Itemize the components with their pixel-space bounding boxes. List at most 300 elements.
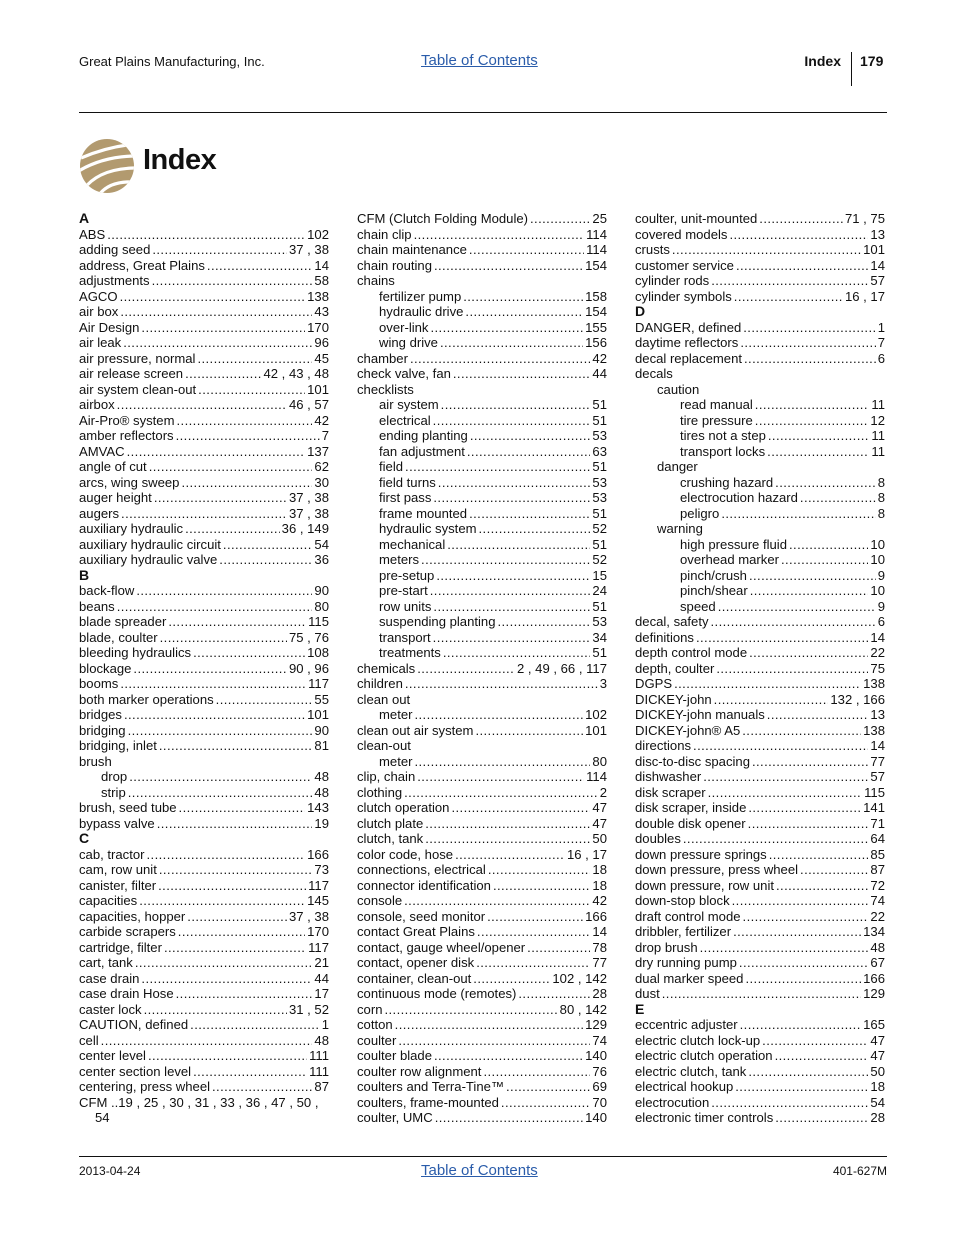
entry-term: chain routing	[357, 257, 432, 273]
index-entry	[357, 831, 607, 847]
entry-term: canister, filter	[79, 877, 157, 893]
entry-page-ref: 101	[585, 722, 607, 738]
entry-term: caution	[657, 381, 700, 397]
document-number: 401-627M	[832, 1164, 887, 1178]
dot-leader	[711, 1095, 868, 1111]
index-entry	[357, 847, 607, 863]
entry-page-ref: 13	[870, 707, 885, 722]
dot-leader	[216, 692, 313, 708]
page-title: Index	[143, 144, 217, 176]
entry-term: chemicals	[357, 660, 416, 676]
index-entry	[635, 614, 885, 630]
index-entry	[79, 1079, 329, 1095]
entry-term: treatments	[379, 645, 441, 660]
entry-page-ref: 101	[307, 381, 329, 397]
dot-leader	[740, 1017, 862, 1033]
entry-page-ref: 2 , 49 , 66 , 117	[516, 660, 607, 676]
entry-page-ref: 16 , 17	[844, 288, 885, 304]
entry-page-ref: 170	[307, 924, 329, 939]
index-entry	[357, 940, 607, 956]
index-entry	[635, 645, 885, 661]
entry-page-ref: 37 , 38	[288, 908, 329, 924]
entry-page-ref: 77	[592, 955, 607, 970]
index-entry	[79, 878, 329, 894]
dot-leader	[414, 227, 585, 243]
dot-leader	[745, 971, 861, 987]
dot-leader	[775, 1110, 868, 1126]
entry-term: augers	[79, 505, 120, 521]
entry-term: angle of cut	[79, 459, 147, 474]
dot-leader	[149, 459, 313, 475]
entry-page-ref: 129	[585, 1017, 607, 1032]
entry-term: row units	[379, 598, 432, 614]
index-group-heading	[357, 738, 607, 754]
dot-leader	[469, 506, 590, 522]
entry-page-ref: 58	[314, 273, 329, 288]
index-entry	[79, 723, 329, 739]
dot-leader	[467, 444, 591, 460]
entry-term: DICKEY-john manuals	[635, 707, 765, 722]
entry-page-ref: 77	[870, 753, 885, 769]
entry-page-ref: 22	[870, 908, 885, 924]
index-entry	[357, 304, 607, 320]
entry-page-ref: 2	[599, 784, 607, 800]
entry-page-ref: 15	[592, 567, 607, 583]
entry-term: connections, electrical	[357, 862, 486, 877]
entry-page-ref: 19	[314, 815, 329, 831]
entry-page-ref: 8	[877, 505, 885, 521]
index-letter-heading	[79, 568, 329, 584]
entry-term: both marker operations	[79, 691, 214, 707]
entry-term: dual marker speed	[635, 970, 744, 986]
index-entry	[79, 521, 329, 537]
index-entry	[635, 320, 885, 336]
dot-leader	[141, 971, 312, 987]
dot-leader	[193, 645, 305, 661]
entry-page-ref: 37 , 38	[288, 505, 329, 521]
index-entry	[79, 862, 329, 878]
entry-page-ref: 6	[877, 614, 885, 629]
index-group-heading	[357, 273, 607, 289]
dot-leader	[752, 754, 868, 770]
entry-page-ref: 51	[592, 505, 607, 521]
dot-leader	[181, 475, 312, 491]
dot-leader	[395, 1017, 583, 1033]
entry-term: case drain Hose	[79, 986, 174, 1001]
entry-term: coulter, unit-mounted	[635, 211, 758, 226]
index-letter-heading	[635, 304, 885, 320]
entry-text: 54	[95, 1110, 110, 1125]
entry-page-ref: 165	[863, 1017, 885, 1032]
dot-leader	[107, 227, 305, 243]
dot-leader	[716, 661, 868, 677]
entry-term: adding seed	[79, 242, 151, 257]
index-entry	[357, 893, 607, 909]
dot-leader	[506, 1079, 590, 1095]
entry-term: danger	[657, 459, 698, 474]
index-entry	[357, 428, 607, 444]
dot-leader	[683, 831, 869, 847]
entry-term: depth control mode	[635, 645, 748, 660]
entry-term: speed	[680, 598, 716, 614]
index-entry	[79, 537, 329, 553]
index-entry	[635, 847, 885, 863]
index-entry	[79, 630, 329, 646]
entry-term: DICKEY-john® A5	[635, 722, 741, 738]
dot-leader	[127, 444, 306, 460]
index-entry	[635, 242, 885, 258]
entry-term: electronic timer controls	[635, 1110, 774, 1125]
index-entry	[635, 971, 885, 987]
dot-leader	[463, 289, 583, 305]
index-entry	[79, 506, 329, 522]
entry-page-ref: 57	[870, 769, 885, 784]
entry-term: clip, chain	[357, 769, 416, 784]
entry-page-ref: 111	[309, 1048, 329, 1063]
entry-page-ref: 9	[877, 567, 885, 583]
entry-page-ref: 51	[592, 397, 607, 412]
dot-leader	[530, 211, 590, 227]
entry-term: disk scraper	[635, 784, 706, 800]
dot-leader	[455, 847, 565, 863]
index-entry	[357, 521, 607, 537]
dot-leader	[154, 490, 287, 506]
index-entry	[79, 955, 329, 971]
index-entry	[635, 1064, 885, 1080]
entry-term: electric clutch operation	[635, 1048, 773, 1063]
entry-page-ref: 13	[870, 226, 885, 242]
entry-page-ref: 48	[314, 1032, 329, 1048]
dot-leader	[123, 335, 312, 351]
table-of-contents-link-bottom[interactable]: Table of Contents	[421, 1162, 538, 1179]
index-entry	[357, 537, 607, 553]
index-entry	[79, 1002, 329, 1018]
entry-term: over-link	[379, 319, 429, 335]
entry-term: pre-setup	[379, 567, 435, 583]
dot-leader	[425, 816, 590, 832]
entry-term: pre-start	[379, 583, 428, 598]
index-entry	[79, 940, 329, 956]
dot-leader	[769, 847, 869, 863]
dot-leader	[762, 1033, 868, 1049]
dot-leader	[136, 583, 312, 599]
entry-page-ref: 48	[870, 939, 885, 955]
dot-leader	[177, 413, 313, 429]
dot-leader	[672, 242, 861, 258]
index-entry	[357, 490, 607, 506]
dot-leader	[483, 1064, 590, 1080]
index-entry	[357, 1033, 607, 1049]
index-entry	[79, 335, 329, 351]
index-entry	[79, 599, 329, 615]
entry-page-ref: 10	[870, 536, 885, 552]
entry-term: drop	[101, 769, 128, 784]
index-entry	[79, 475, 329, 491]
entry-term: cylinder symbols	[635, 288, 732, 304]
entry-page-ref: 134	[863, 924, 885, 939]
dot-leader	[470, 428, 591, 444]
dot-leader	[435, 1110, 583, 1126]
entry-term: capacities, hopper	[79, 908, 186, 924]
entry-term: ending planting	[379, 428, 468, 443]
dot-leader	[718, 599, 876, 615]
entry-term: blockage	[79, 660, 132, 676]
dot-leader	[714, 692, 829, 708]
entry-term: electrocution	[635, 1094, 710, 1110]
index-entry	[635, 335, 885, 351]
entry-term: connector identification	[357, 877, 491, 893]
entry-page-ref: 48	[314, 769, 329, 784]
entry-term: disk scraper, inside	[635, 800, 747, 815]
entry-page-ref: 140	[585, 1110, 607, 1125]
index-group-heading	[635, 382, 885, 398]
entry-page-ref: 7	[877, 335, 885, 350]
dot-leader	[696, 630, 868, 646]
index-entry	[635, 1033, 885, 1049]
index-entry	[357, 661, 607, 677]
index-entry	[635, 506, 885, 522]
dot-leader	[433, 599, 590, 615]
entry-term: AGCO	[79, 288, 118, 304]
entry-page-ref: 114	[586, 242, 607, 257]
index-entry	[357, 366, 607, 382]
entry-page-ref: 96	[314, 335, 329, 350]
index-entry	[635, 1095, 885, 1111]
dot-leader	[124, 707, 305, 723]
index-entry	[357, 862, 607, 878]
entry-page-ref: 57	[870, 273, 885, 288]
index-entry	[635, 769, 885, 785]
entry-page-ref: 11	[871, 443, 885, 459]
index-entry	[357, 971, 607, 987]
entry-page-ref: 111	[309, 1063, 329, 1079]
entry-term: booms	[79, 676, 119, 691]
entry-page-ref: 71 , 75	[844, 211, 885, 226]
entry-page-ref: 14	[870, 738, 885, 753]
dot-leader	[405, 676, 598, 692]
index-entry	[357, 878, 607, 894]
entry-term: coulter row alignment	[357, 1063, 482, 1079]
entry-page-ref: 1	[321, 1017, 329, 1032]
dot-leader	[190, 1017, 320, 1033]
entry-page-ref: 18	[592, 877, 607, 893]
entry-term: center level	[79, 1048, 146, 1063]
index-column-1	[79, 211, 329, 1126]
entry-term: bridging	[79, 722, 126, 738]
entry-term: adjustments	[79, 273, 150, 288]
index-entry	[357, 583, 607, 599]
entry-page-ref: 30	[314, 474, 329, 490]
entry-page-ref: 17	[314, 986, 329, 1001]
dot-leader	[789, 537, 868, 553]
dot-leader	[729, 227, 868, 243]
entry-page-ref: 11	[871, 397, 885, 412]
entry-page-ref: 52	[592, 552, 607, 567]
entry-term: dust	[635, 986, 660, 1001]
entry-term: electric clutch lock-up	[635, 1032, 761, 1048]
entry-page-ref: 143	[307, 800, 329, 815]
entry-term: carbide scrapers	[79, 924, 176, 939]
dot-leader	[436, 568, 590, 584]
entry-term: contact Great Plains	[357, 924, 475, 939]
index-entry	[79, 707, 329, 723]
index-group-heading	[79, 754, 329, 770]
dot-leader	[168, 614, 306, 630]
entry-page-ref: 8	[877, 474, 885, 490]
entry-page-ref: 28	[592, 986, 607, 1001]
entry-page-ref: 87	[870, 862, 885, 877]
entry-term: cab, tractor	[79, 846, 145, 862]
entry-term: wing drive	[379, 335, 438, 350]
dot-leader	[497, 614, 590, 630]
index-entry	[79, 242, 329, 258]
dot-leader	[417, 661, 515, 677]
index-entry	[79, 645, 329, 661]
dot-leader	[193, 1064, 307, 1080]
entry-page-ref: 108	[307, 645, 329, 660]
entry-page-ref: 51	[592, 645, 607, 660]
entry-page-ref: 158	[585, 288, 607, 304]
index-entry	[635, 785, 885, 801]
index-entry	[357, 723, 607, 739]
entry-page-ref: 44	[592, 366, 607, 381]
page-number: 179	[860, 53, 884, 69]
entry-term: container, clean-out	[357, 970, 472, 986]
entry-term: suspending planting	[379, 614, 496, 629]
dot-leader	[493, 878, 590, 894]
index-entry	[79, 769, 329, 785]
entry-page-ref: 75	[870, 660, 885, 676]
dot-leader	[739, 955, 869, 971]
index-entry	[635, 893, 885, 909]
entry-term: clutch operation	[357, 800, 450, 815]
dot-leader	[438, 475, 591, 491]
entry-term: brush	[79, 753, 112, 769]
dot-leader	[141, 320, 305, 336]
entry-page-ref: 47	[592, 800, 607, 815]
section-label: Index	[804, 53, 841, 69]
entry-page-ref: 52	[592, 521, 607, 536]
entry-page-ref: 54	[314, 536, 329, 552]
index-entry	[635, 413, 885, 429]
dot-leader	[781, 552, 868, 568]
entry-term: coulters and Terra-Tine™	[357, 1079, 505, 1094]
table-of-contents-link-top[interactable]: Table of Contents	[421, 52, 538, 69]
entry-term: crushing hazard	[680, 474, 774, 490]
dot-leader	[148, 1048, 307, 1064]
entry-term: ABS	[79, 226, 106, 242]
entry-page-ref: 90	[314, 722, 329, 738]
dot-leader	[157, 816, 313, 832]
index-entry	[357, 211, 607, 227]
entry-term: bypass valve	[79, 815, 155, 831]
index-entry	[357, 413, 607, 429]
index-entry	[635, 599, 885, 615]
dot-leader	[800, 490, 876, 506]
dot-leader	[433, 630, 591, 646]
entry-page-ref: 47	[592, 815, 607, 831]
entry-page-ref: 51	[592, 598, 607, 614]
index-entry	[79, 320, 329, 336]
entry-term: crusts	[635, 242, 670, 257]
entry-page-ref: 87	[314, 1079, 329, 1094]
index-column-2	[357, 211, 607, 1126]
index-entry	[79, 614, 329, 630]
dot-leader	[473, 971, 550, 987]
dot-leader	[128, 785, 313, 801]
heading-letter: B	[79, 566, 90, 583]
index-entry	[79, 428, 329, 444]
entry-page-ref: 45	[314, 350, 329, 366]
entry-page-ref: 78	[592, 939, 607, 955]
index-entry	[79, 382, 329, 398]
dot-leader	[734, 289, 843, 305]
entry-page-ref: 141	[863, 800, 885, 815]
dot-leader	[129, 769, 312, 785]
index-entry	[635, 862, 885, 878]
dot-leader	[767, 707, 869, 723]
index-entry	[79, 273, 329, 289]
entry-term: tires not a step	[680, 428, 766, 443]
entry-term: DANGER, defined	[635, 319, 742, 335]
entry-page-ref: 154	[585, 257, 607, 273]
entry-term: continuous mode (remotes)	[357, 986, 517, 1001]
entry-term: back-flow	[79, 583, 135, 598]
entry-term: dishwasher	[635, 769, 702, 784]
entry-term: centering, press wheel	[79, 1079, 211, 1094]
entry-term: fertilizer pump	[379, 288, 462, 304]
entry-term: Air Design	[79, 319, 140, 335]
dot-leader	[179, 800, 306, 816]
dot-leader	[164, 940, 306, 956]
index-entry	[79, 661, 329, 677]
entry-term: DICKEY-john	[635, 691, 712, 707]
index-entry	[79, 1064, 329, 1080]
index-entry	[357, 242, 607, 258]
entry-page-ref: 34	[592, 629, 607, 645]
dot-leader	[749, 568, 876, 584]
entry-term: electrical hookup	[635, 1079, 734, 1094]
index-entry	[79, 552, 329, 568]
entry-term: clean out air system	[357, 722, 474, 738]
entry-term: electric clutch, tank	[635, 1063, 747, 1079]
entry-term: console	[357, 893, 403, 908]
index-entry	[79, 816, 329, 832]
entry-page-ref: 129	[863, 986, 885, 1001]
dot-leader	[117, 397, 287, 413]
dot-leader	[732, 893, 869, 909]
entry-page-ref: 69	[592, 1079, 607, 1094]
index-entry	[357, 351, 607, 367]
dot-leader	[800, 862, 868, 878]
dot-leader	[733, 924, 861, 940]
dot-leader	[144, 1002, 287, 1018]
entry-page-ref: 10	[870, 583, 885, 598]
index-entry	[357, 986, 607, 1002]
entry-term: coulters, frame-mounted	[357, 1094, 499, 1110]
dot-leader	[433, 490, 590, 506]
index-entry	[79, 366, 329, 382]
dot-leader	[711, 614, 876, 630]
index-entry	[357, 769, 607, 785]
entry-page-ref: 31 , 52	[288, 1001, 329, 1017]
dot-leader	[160, 630, 287, 646]
entry-term: mechanical	[379, 536, 446, 552]
entry-page-ref: 6	[877, 350, 885, 366]
entry-term: dribbler, fertilizer	[635, 924, 732, 939]
entry-term: air pressure, normal	[79, 350, 196, 366]
entry-term: CAUTION, defined	[79, 1017, 189, 1032]
